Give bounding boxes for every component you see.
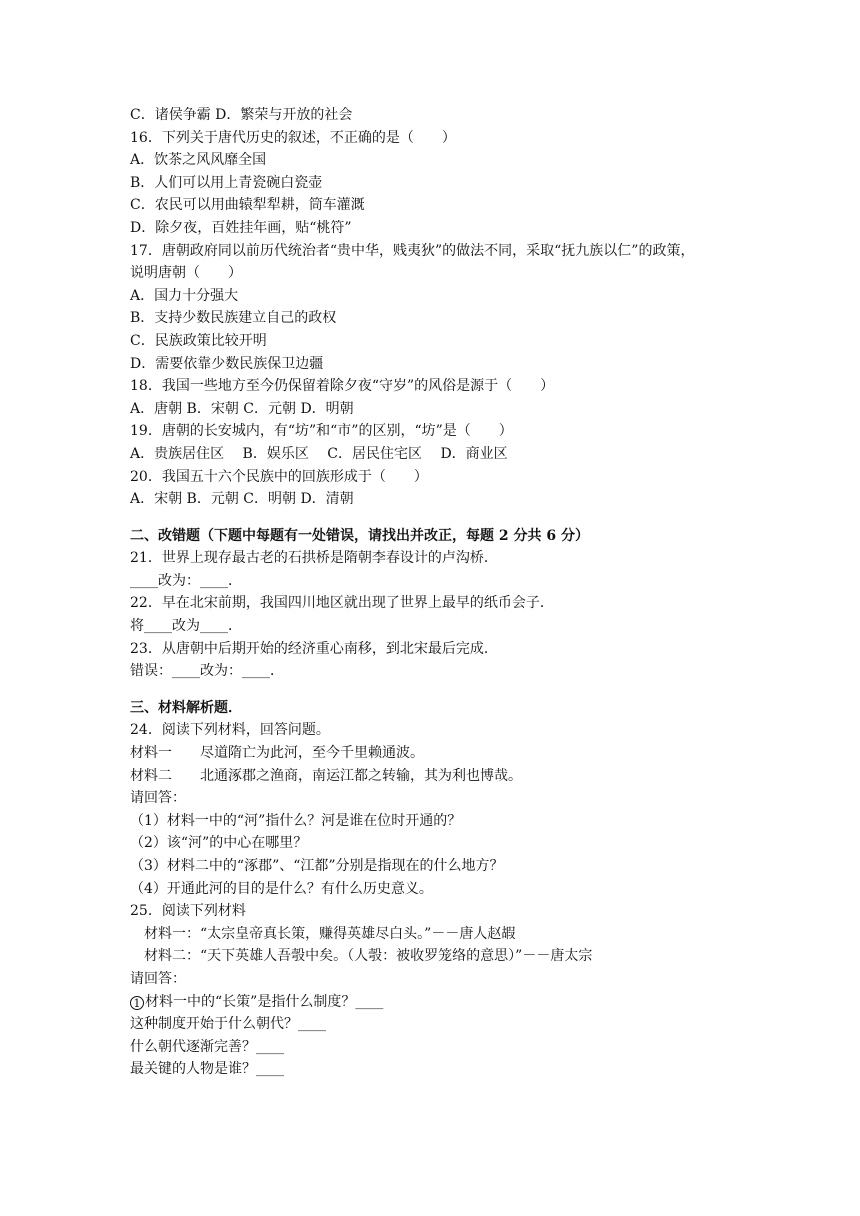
text-line: A．唐朝 B．宋朝 C．元朝 D．明朝 [130, 400, 354, 417]
text-line: 材料二：“天下英雄人吾彀中矣。（人彀：被收罗笼络的意思）”－－唐太宗 [144, 948, 593, 965]
text-line: C．农民可以用曲辕犁犁耕，筒车灌溉 [130, 197, 365, 214]
text-line: （1）材料一中的“河”指什么？河是谁在位时开通的？ [130, 812, 462, 829]
text-line: 请回答： [130, 790, 186, 807]
text-line: （4）开通此河的目的是什么？有什么历史意义。 [130, 880, 433, 897]
section-3-title: 三、材料解析题． [130, 699, 242, 716]
text-line: （2）该“河”的中心在哪里？ [130, 835, 308, 852]
text-line: D．除夕夜，百姓挂年画，贴“桃符” [130, 219, 352, 236]
text-line: ____改为：____． [130, 572, 242, 589]
text-line: 这种制度开始于什么朝代？____ [130, 1016, 326, 1033]
text-line: C．民族政策比较开明 [130, 332, 267, 349]
q25-materials-block [130, 923, 750, 968]
text-line: A．国力十分强大 [130, 287, 239, 304]
text-line: 材料二 北通涿郡之渔商，南运江都之转输，其为利也博哉。 [130, 767, 522, 784]
section-2-title: 二、改错题（下题中每题有一处错误，请找出并改正，每题 2 分共 6 分） [130, 527, 589, 544]
text-line: 请回答： [130, 970, 186, 987]
q25-question-1-text: 材料一中的“长策”是指什么制度？____ [145, 993, 384, 1010]
text-line: B．支持少数民族建立自己的政权 [130, 310, 337, 327]
error-correction-block [130, 547, 750, 683]
q25-question-1 [130, 991, 750, 1014]
document-page [130, 104, 750, 1081]
text-line: 25．阅读下列材料 [130, 903, 246, 920]
text-line: 22．早在北宋前期，我国四川地区就出现了世界上最早的纸币会子． [130, 595, 554, 612]
text-line: A．宋朝 B．元朝 C．明朝 D．清朝 [130, 491, 354, 508]
text-line: B．人们可以用上青瓷碗白瓷壶 [130, 174, 323, 191]
text-line: D．需要依靠少数民族保卫边疆 [130, 355, 324, 372]
section-gap [130, 511, 750, 525]
multiple-choice-block [130, 104, 750, 511]
text-line: 将____改为____． [130, 618, 242, 635]
circled-number: 1 [130, 996, 144, 1010]
text-line: 19．唐朝的长安城内，有“坊”和“市”的区别，“坊”是（ ） [130, 423, 513, 440]
text-line: C．诸侯争霸 D．繁荣与开放的社会 [130, 107, 353, 123]
text-line: 说明唐朝（ ） [130, 265, 242, 282]
section-gap [130, 683, 750, 697]
text-line: 16．下列关于唐代历史的叙述，不正确的是（ ） [130, 129, 456, 146]
text-line: 18．我国一些地方至今仍保留着除夕夜“守岁”的风俗是源于（ ） [130, 378, 555, 395]
q25-prompt-block [130, 968, 750, 991]
material-analysis-block [130, 719, 750, 922]
text-line: 最关键的人物是谁？____ [130, 1061, 284, 1078]
text-line: A．饮茶之风风靡全国 [130, 152, 267, 169]
text-line: 17．唐朝政府同以前历代统治者“贵中华，贱夷狄”的做法不同，采取“抚九族以仁”的政策， [130, 242, 695, 259]
text-line: 错误：____改为：____． [130, 663, 284, 680]
text-line: 23．从唐朝中后期开始的经济重心南移，到北宋最后完成． [130, 640, 498, 657]
text-line: 20．我国五十六个民族中的回族形成于（ ） [130, 468, 428, 485]
text-line: （3）材料二中的“涿郡”、“江都”分别是指现在的什么地方？ [130, 858, 504, 874]
text-line: A．贵族居住区 B．娱乐区 C．居民住宅区 D．商业区 [130, 445, 508, 462]
text-line: 材料一：“太宗皇帝真长策，赚得英雄尽白头。”－－唐人赵嘏 [144, 925, 516, 942]
text-line: 材料一 尽道隋亡为此河，至今千里赖通波。 [130, 745, 424, 762]
text-line: 什么朝代逐渐完善？____ [130, 1038, 284, 1055]
text-line: 24．阅读下列材料，回答问题。 [130, 722, 330, 739]
q25-followup-block [130, 1013, 750, 1081]
text-line: 21．世界上现存最古老的石拱桥是隋朝李春设计的卢沟桥． [130, 550, 498, 567]
